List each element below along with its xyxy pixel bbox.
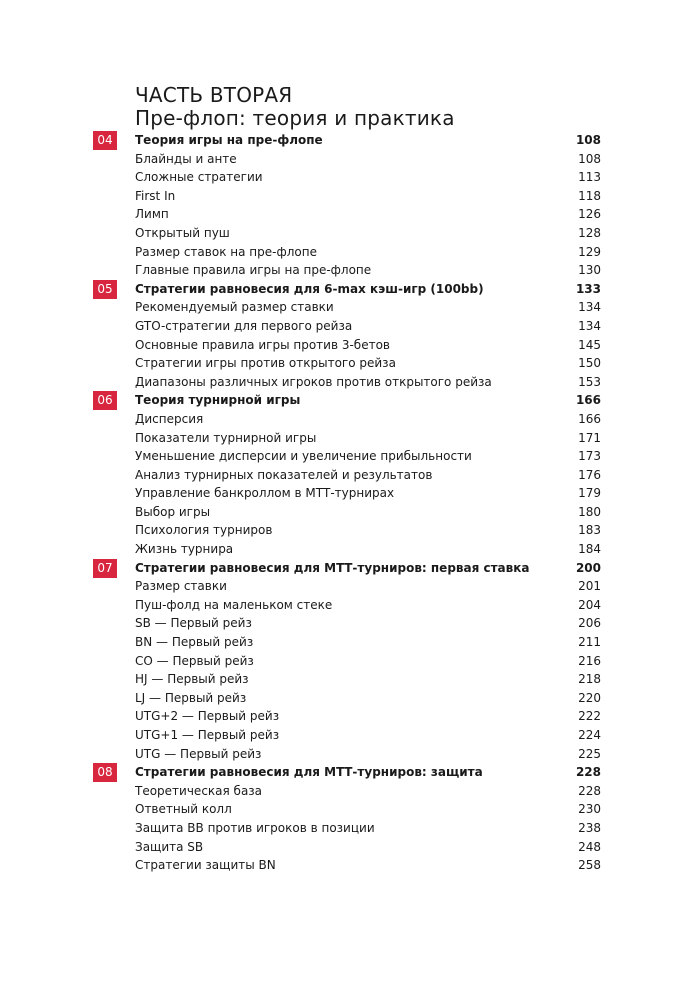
toc-entry-row[interactable] — [0, 521, 682, 540]
toc-chapter-row[interactable] — [0, 131, 682, 150]
toc-chapter-row[interactable] — [0, 280, 682, 299]
toc-entry-row[interactable] — [0, 317, 682, 336]
entry-title: BN — Первый рейз — [135, 635, 254, 650]
chapter-number-badge: 06 — [93, 391, 117, 410]
entry-page-number: 228 — [578, 783, 601, 798]
entry-title: UTG+1 — Первый рейз — [135, 728, 280, 742]
entry-page-number: 225 — [578, 746, 601, 761]
entry-page-number: 173 — [578, 449, 601, 464]
entry-page-number: 153 — [578, 374, 601, 389]
entry-title: Психология турниров — [135, 523, 273, 538]
chapter-page-number: 108 — [575, 133, 601, 147]
toc-entry-row[interactable] — [0, 633, 682, 652]
toc-entry-row[interactable] — [0, 503, 682, 522]
toc-entry-row[interactable] — [0, 224, 682, 243]
entry-page-number: 134 — [578, 300, 601, 315]
entry-title: Выбор игры — [135, 504, 211, 519]
entry-title: SB — Первый рейз — [135, 616, 252, 631]
entry-title: LJ — Первый рейз — [135, 690, 247, 705]
toc-entry-row[interactable] — [0, 745, 682, 764]
entry-page-number: 216 — [578, 653, 601, 668]
toc-entry-row[interactable] — [0, 782, 682, 801]
toc-entry-row[interactable] — [0, 726, 682, 745]
entry-title: Стратегии защиты BN — [135, 858, 276, 873]
chapter-number-badge: 07 — [93, 559, 117, 578]
toc-entry-row[interactable] — [0, 596, 682, 615]
toc-entry-row[interactable] — [0, 540, 682, 559]
entry-title: Блайнды и анте — [135, 151, 237, 166]
entry-page-number: 224 — [578, 728, 601, 742]
entry-page-number: 211 — [578, 635, 601, 650]
toc-entry-row[interactable] — [0, 707, 682, 726]
entry-page-number: 145 — [578, 337, 601, 352]
entry-page-number: 184 — [578, 542, 601, 557]
toc-entry-row[interactable] — [0, 689, 682, 708]
chapter-number-badge: 04 — [93, 131, 117, 150]
toc-entry-row[interactable] — [0, 150, 682, 169]
entry-page-number: 230 — [578, 802, 601, 817]
entry-page-number: 238 — [578, 820, 601, 835]
toc-entry-row[interactable] — [0, 856, 682, 875]
entry-page-number: 134 — [578, 318, 601, 333]
entry-title: Показатели турнирной игры — [135, 430, 317, 445]
entry-title: Управление банкроллом в МТТ-турнирах — [135, 486, 395, 501]
chapter-page-number: 228 — [575, 765, 601, 780]
toc-entry-row[interactable] — [0, 577, 682, 596]
toc-entry-row[interactable] — [0, 298, 682, 317]
toc-entry-row[interactable] — [0, 838, 682, 857]
chapter-title: Стратегии равновесия для МТТ-турниров: первая ставка — [135, 560, 530, 575]
entry-title: Теоретическая база — [135, 783, 263, 798]
entry-page-number: 171 — [578, 430, 601, 445]
entry-page-number: 258 — [578, 858, 601, 873]
entry-title: Открытый пуш — [135, 225, 230, 240]
entry-page-number: 129 — [578, 244, 601, 259]
entry-title: Ответный колл — [135, 802, 232, 817]
entry-page-number: 206 — [578, 616, 601, 631]
toc-entry-row[interactable] — [0, 614, 682, 633]
entry-page-number: 130 — [578, 263, 601, 278]
entry-title: Основные правила игры против 3-бетов — [135, 337, 390, 352]
entry-page-number: 150 — [578, 356, 601, 371]
toc-chapter-row[interactable] — [0, 763, 682, 782]
part-title: ЧАСТЬ ВТОРАЯ — [135, 83, 293, 107]
toc-entry-row[interactable] — [0, 800, 682, 819]
part-subtitle: Пре-флоп: теория и практика — [135, 106, 455, 130]
entry-page-number: 128 — [578, 225, 601, 240]
toc-entry-row[interactable] — [0, 243, 682, 262]
entry-page-number: 218 — [578, 672, 601, 687]
toc-entry-row[interactable] — [0, 652, 682, 671]
entry-title: Диапазоны различных игроков против открытого рейза — [135, 374, 492, 389]
entry-page-number: 248 — [578, 839, 601, 854]
toc-chapter-row[interactable] — [0, 391, 682, 410]
chapter-title: Стратегии равновесия для 6-max кэш-игр (100bb) — [135, 281, 484, 296]
entry-title: Жизнь турнира — [135, 542, 234, 557]
toc-entry-row[interactable] — [0, 373, 682, 392]
entry-page-number: 204 — [578, 597, 601, 612]
entry-page-number: 220 — [578, 690, 601, 705]
entry-title: CO — Первый рейз — [135, 653, 254, 668]
entry-title: Защита BB против игроков в позиции — [135, 820, 375, 835]
entry-title: Пуш-фолд на маленьком стеке — [135, 597, 333, 612]
entry-page-number: 183 — [578, 523, 601, 538]
entry-title: Размер ставки — [135, 579, 227, 594]
toc-entry-row[interactable] — [0, 187, 682, 206]
entry-title: Дисперсия — [135, 411, 204, 426]
entry-page-number: 201 — [578, 579, 601, 594]
entry-title: Сложные стратегии — [135, 170, 263, 185]
entry-title: Анализ турнирных показателей и результатов — [135, 467, 433, 482]
entry-page-number: 180 — [578, 504, 601, 519]
entry-title: Рекомендуемый размер ставки — [135, 300, 334, 315]
entry-title: Лимп — [135, 207, 169, 222]
table-of-contents — [0, 131, 682, 875]
toc-entry-row[interactable] — [0, 484, 682, 503]
entry-title: First In — [135, 188, 176, 203]
toc-entry-row[interactable] — [0, 168, 682, 187]
entry-title: Защита SB — [135, 839, 204, 854]
chapter-page-number: 200 — [575, 560, 601, 575]
entry-page-number: 108 — [578, 151, 601, 166]
toc-entry-row[interactable] — [0, 466, 682, 485]
toc-entry-row[interactable] — [0, 354, 682, 373]
chapter-title: Теория игры на пре-флопе — [135, 133, 323, 147]
entry-page-number: 113 — [578, 170, 601, 185]
chapter-title: Теория турнирной игры — [135, 393, 301, 408]
toc-entry-row[interactable] — [0, 261, 682, 280]
entry-page-number: 176 — [578, 467, 601, 482]
chapter-page-number: 133 — [575, 281, 601, 296]
entry-title: Размер ставок на пре-флопе — [135, 244, 317, 259]
entry-title: Главные правила игры на пре-флопе — [135, 263, 372, 278]
toc-entry-row[interactable] — [0, 205, 682, 224]
toc-entry-row[interactable] — [0, 410, 682, 429]
toc-entry-row[interactable] — [0, 670, 682, 689]
entry-page-number: 179 — [578, 486, 601, 501]
toc-entry-row[interactable] — [0, 336, 682, 355]
entry-title: Стратегии игры против открытого рейза — [135, 356, 396, 371]
chapter-number-badge: 05 — [93, 280, 117, 299]
toc-entry-row[interactable] — [0, 429, 682, 448]
entry-title: Уменьшение дисперсии и увеличение прибыльности — [135, 449, 472, 464]
chapter-number-badge: 08 — [93, 763, 117, 782]
entry-title: UTG+2 — Первый рейз — [135, 709, 280, 724]
entry-page-number: 166 — [578, 411, 601, 426]
entry-page-number: 222 — [578, 709, 601, 724]
toc-entry-row[interactable] — [0, 447, 682, 466]
entry-title: UTG — Первый рейз — [135, 746, 262, 761]
entry-title: GTO-стратегии для первого рейза — [135, 318, 353, 333]
toc-chapter-row[interactable] — [0, 559, 682, 578]
entry-page-number: 126 — [578, 207, 601, 222]
entry-page-number: 118 — [578, 188, 601, 203]
toc-entry-row[interactable] — [0, 819, 682, 838]
chapter-page-number: 166 — [575, 393, 601, 408]
chapter-title: Стратегии равновесия для МТТ-турниров: защита — [135, 765, 483, 780]
entry-title: HJ — Первый рейз — [135, 672, 249, 687]
